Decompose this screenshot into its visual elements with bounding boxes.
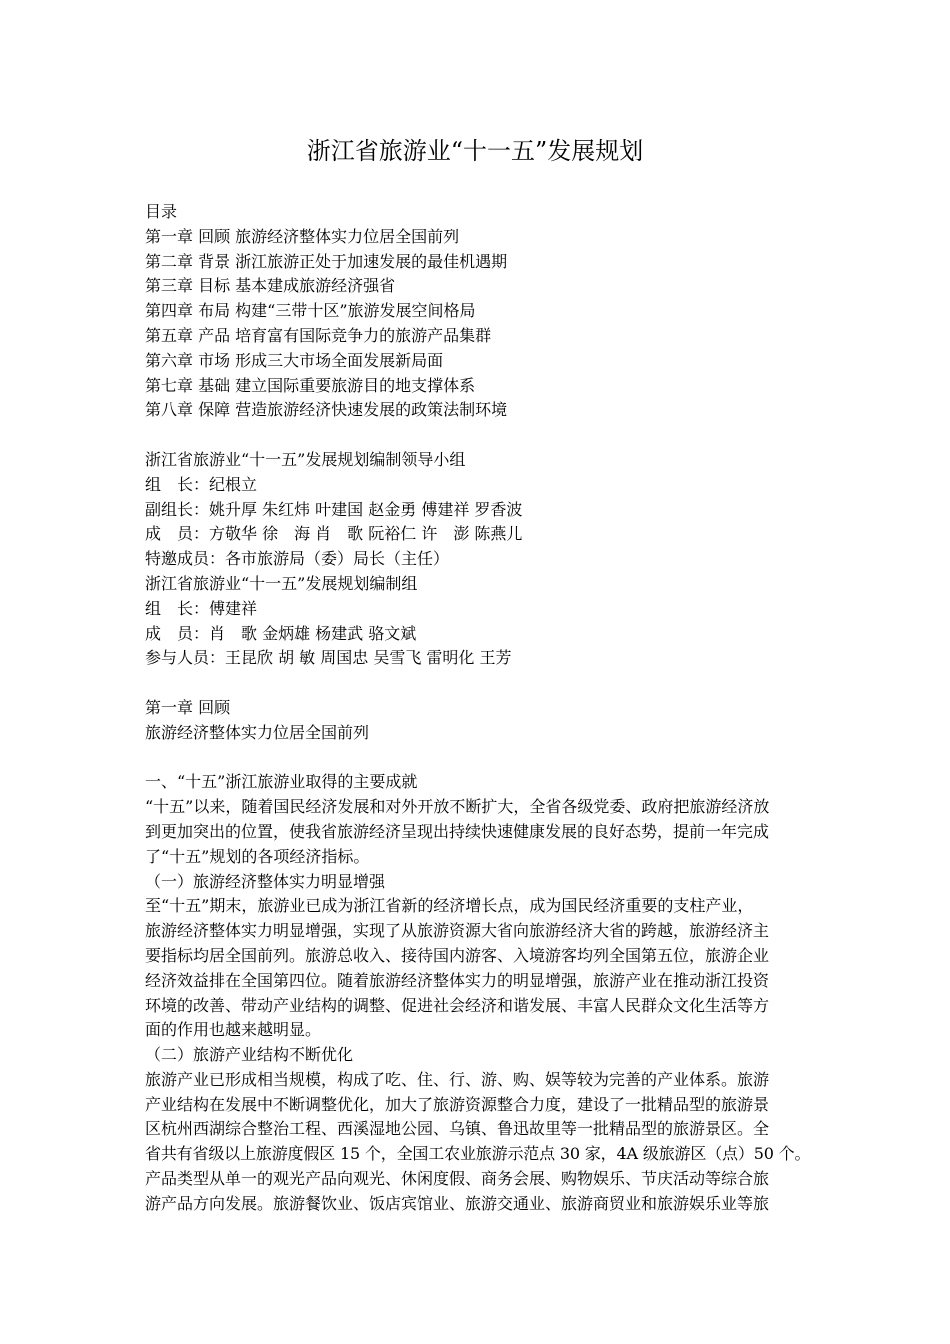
section-heading: 一、“十五”浙江旅游业取得的主要成就 — [145, 772, 418, 792]
subsection-heading: （二）旅游产业结构不断优化 — [145, 1045, 354, 1065]
paragraph-line: 省共有省级以上旅游度假区 15 个，全国工农业旅游示范点 30 家，4A 级旅游区（点）50 个。 — [145, 1144, 811, 1164]
paragraph-line: 至“十五”期末，旅游业已成为浙江省新的经济增长点，成为国民经济重要的支柱产业， — [145, 896, 754, 916]
leadership-group-leader: 组 长：纪根立 — [145, 474, 258, 494]
compilation-group-participants: 参与人员：王昆欣 胡 敏 周国忠 吴雪飞 雷明化 王芳 — [145, 648, 512, 668]
paragraph-line: 旅游产业已形成相当规模，构成了吃、住、行、游、购、娱等较为完善的产业体系。旅游 — [145, 1069, 770, 1089]
spacer — [145, 671, 810, 696]
paragraph-line: 面的作用也越来越明显。 — [145, 1020, 322, 1040]
spacer — [145, 423, 810, 448]
toc-item: 第二章 背景 浙江旅游正处于加速发展的最佳机遇期 — [145, 251, 508, 271]
paragraph-line: 经济效益排在全国第四位。随着旅游经济整体实力的明显增强，旅游产业在推动浙江投资 — [145, 970, 770, 990]
paragraph-line: “十五”以来，随着国民经济发展和对外开放不断扩大，全省各级党委、政府把旅游经济放 — [145, 797, 770, 817]
chapter-subheading: 旅游经济整体实力位居全国前列 — [145, 722, 370, 742]
toc-item: 第三章 目标 基本建成旅游经济强省 — [145, 276, 396, 296]
paragraph-line: 了“十五”规划的各项经济指标。 — [145, 846, 370, 866]
document-title: 浙江省旅游业“十一五”发展规划 — [306, 137, 644, 165]
chapter-heading: 第一章 回顾 — [145, 697, 231, 717]
leadership-group-members: 成 员：方敬华 徐 海 肖 歌 阮裕仁 许 澎 陈燕儿 — [145, 524, 523, 544]
toc-item: 第一章 回顾 旅游经济整体实力位居全国前列 — [145, 226, 460, 246]
paragraph-line: 环境的改善、带动产业结构的调整、促进社会经济和谐发展、丰富人民群众文化生活等方 — [145, 995, 770, 1015]
subsection-heading: （一）旅游经济整体实力明显增强 — [145, 871, 386, 891]
table-of-contents — [145, 200, 810, 423]
compilation-group-members: 成 员：肖 歌 金炳雄 杨建武 骆文斌 — [145, 623, 417, 643]
toc-item: 第四章 布局 构建“三带十区”旅游发展空间格局 — [145, 301, 476, 321]
leadership-group-heading: 浙江省旅游业“十一五”发展规划编制领导小组 — [145, 449, 466, 469]
leadership-group-deputies: 副组长：姚升厚 朱红炜 叶建国 赵金勇 傅建祥 罗香波 — [145, 499, 523, 519]
leadership-group-invited: 特邀成员：各市旅游局（委）局长（主任） — [145, 549, 450, 569]
paragraph-line: 产品类型从单一的观光产品向观光、休闲度假、商务会展、购物娱乐、节庆活动等综合旅 — [145, 1169, 770, 1189]
paragraph-line: 区杭州西湖综合整治工程、西溪湿地公园、乌镇、鲁迅故里等一批精品型的旅游景区。全 — [145, 1119, 770, 1139]
toc-item: 第八章 保障 营造旅游经济快速发展的政策法制环境 — [145, 400, 508, 420]
leadership-group — [145, 448, 810, 572]
paragraph-line: 旅游经济整体实力明显增强，实现了从旅游资源大省向旅游经济大省的跨越，旅游经济主 — [145, 921, 770, 941]
paragraph-line: 要指标均居全国前列。旅游总收入、接待国内游客、入境游客均列全国第五位，旅游企业 — [145, 945, 770, 965]
compilation-group-heading: 浙江省旅游业“十一五”发展规划编制组 — [145, 573, 418, 593]
spacer — [145, 746, 810, 771]
compilation-group-leader: 组 长：傅建祥 — [145, 598, 258, 618]
compilation-group — [145, 572, 810, 671]
toc-item: 第五章 产品 培育富有国际竞争力的旅游产品集群 — [145, 325, 492, 345]
paragraph-line: 产业结构在发展中不断调整优化，加大了旅游资源整合力度，建设了一批精品型的旅游景 — [145, 1094, 770, 1114]
toc-item: 第六章 市场 形成三大市场全面发展新局面 — [145, 350, 444, 370]
document-body — [145, 200, 810, 1217]
paragraph-line: 游产品方向发展。旅游餐饮业、饭店宾馆业、旅游交通业、旅游商贸业和旅游娱乐业等旅 — [145, 1193, 770, 1213]
chapter-one — [145, 696, 810, 1217]
toc-item: 第七章 基础 建立国际重要旅游目的地支撑体系 — [145, 375, 476, 395]
toc-heading: 目录 — [145, 202, 178, 221]
paragraph-line: 到更加突出的位置，使我省旅游经济呈现出持续快速健康发展的良好态势，提前一年完成 — [145, 821, 770, 841]
